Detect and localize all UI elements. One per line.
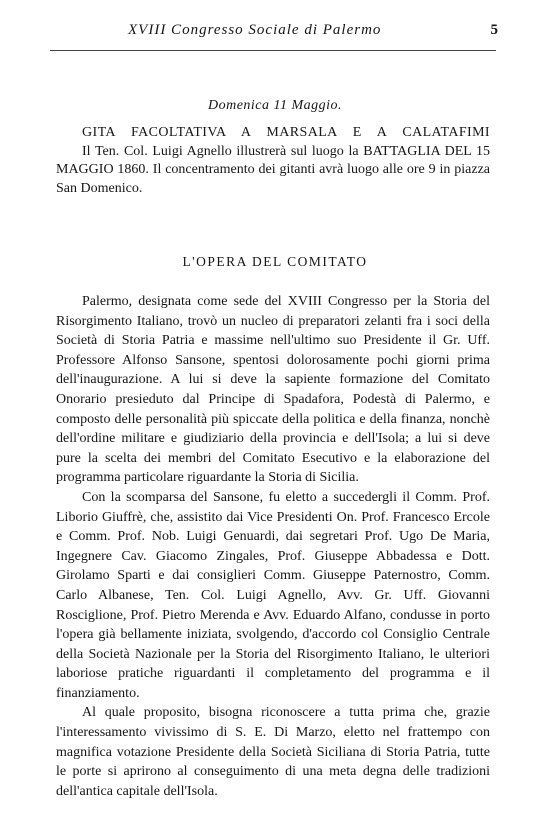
paragraph-2: Con la scomparsa del Sansone, fu eletto a succedergli il Comm. Prof. Liborio Giuffrè, che, assistito dai Vice Presidenti On. Prof. Francesco Ercole e Comm. Prof. Nob. Luigi Genuardi, dai segretari Prof. Ugo De Maria, Ingegnere Cav. Giacomo Zingales, Prof. Giuseppe Abbadessa e Dott. Girolamo Sparti e dai consiglieri Comm. Giuseppe Paternostro, Comm. Carlo Albanese, Ten. Col. Luigi Agnello, Avv. Gr. Uff. Giovanni Rosciglione, Prof. Pietro Merenda e Avv. Eduardo Alfano, condusse in porto l'opera già bellamente iniziata, svolgendo, d'accordo col Consiglio Centrale della Società Nazionale per la Storia del Risorgimento Italiano, le ulteriori laboriose pratiche riguardanti il completamento del programma e il finanziamento. [56,489,490,701]
trip-block [56,124,490,198]
page-number: 5 [490,22,498,38]
section-title: L'OPERA DEL COMITATO [182,254,368,269]
running-header-title: XVIII Congresso Sociale di Palermo [128,22,382,38]
header-rule [50,50,496,51]
date-heading: Domenica 11 Maggio. [207,98,343,113]
main-text [56,292,490,801]
running-header [0,22,550,46]
trip-body: Il Ten. Col. Luigi Agnello illustrerà sul luogo la BATTAGLIA DEL 15 MAGGIO 1860. Il concentramento dei gitanti avrà luogo alle ore 9 in piazza San Domenico. [56,143,490,196]
paragraph-3: Al quale proposito, bisogna riconoscere a tutta prima che, grazie l'interessamento vivissimo di S. E. Di Marzo, eletto nel frattempo con magnifica votazione Presidente della Società Siciliana di Storia Patria, tutte le porte si aprirono al conseguimento di una meta degna delle tradizioni dell'antica capitale dell'Isola. [56,705,490,799]
paragraph-1: Palermo, designata come sede del XVIII Congresso per la Storia del Risorgimento Italiano, trovò un nucleo di preparatori zelanti fra i soci della Società di Storia Patria e massime nell'ultimo suo Presidente il Gr. Uff. Professore Alfonso Sansone, spentosi dolorosamente pochi giorni prima dell'inaugurazione. A lui si deve la sapiente formazione del Comitato Onorario presieduto dal Principe di Spadafora, Podestà di Palermo, e composto delle personalità più spiccate della politica e della finanza, nonchè dell'ordine militare e giudiziario della provincia e dell'Isola; a lui si deve pure la scelta dei membri del Comitato Esecutivo e la elaborazione del programma particolare riguardante la Storia di Sicilia. [56,294,490,486]
trip-title: GITA FACOLTATIVA A MARSALA E A CALATAFIMI [82,125,490,140]
